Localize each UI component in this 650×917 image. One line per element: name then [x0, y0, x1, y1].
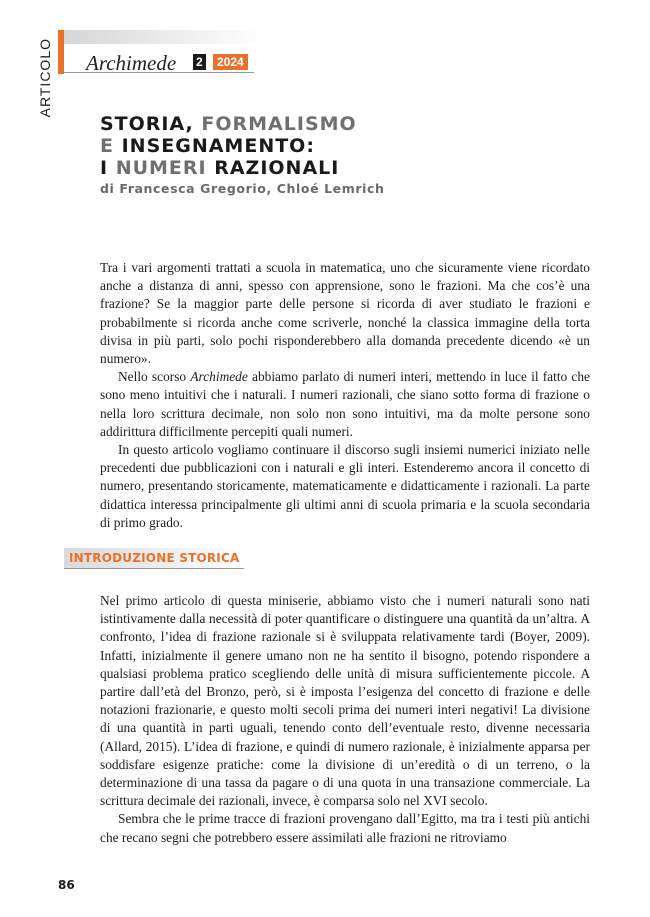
magazine-reference: Archimede [190, 369, 248, 385]
paragraph: In questo articolo vogliamo continuare il discorso sugli insiemi numerici iniziato nelle precedenti due pubblicazioni con i naturali e gli interi. Estenderemo ancora il concetto di numero, presentando storicamente, matematicamente e didatticamente i razionali. La parte didattica interessa principalmente gli ultimi anni di scuola primaria e la scuola secondaria di primo grado. [100, 442, 590, 530]
paragraph-text: abbiamo parlato di numeri interi, mettendo in luce il fatto che sono meno intuitivi che i naturali. I numeri razionali, che siano sotto forma di frazione o nella loro scrittura decimale, non solo non sono intuitivi, ma da molte persone sono addirittura difficilmente percepiti quali numeri. [100, 369, 591, 439]
title-part: INSEGNAMENTO: [121, 135, 315, 157]
title-part: STORIA, [100, 113, 202, 135]
page-number: 86 [58, 878, 75, 892]
section-side-label-text: ARTICOLO [37, 38, 53, 118]
issue-badge: 2 [193, 54, 206, 70]
year-badge: 2024 [213, 54, 248, 70]
paragraph-text: Nello scorso [118, 369, 191, 385]
section-side-label [33, 30, 57, 126]
section-heading: INTRODUZIONE STORICA [69, 551, 240, 565]
article-title [100, 113, 357, 179]
paragraph: Tra i vari argomenti trattati a scuola in matematica, uno che sicuramente viene ricordato anche a distanza di anni, spesso con apprensione, sono le frazioni. Ma che cos’è una frazione? Se la maggior parte delle persone si ricorda di aver studiato le frazioni e probabilmente si ricorda anche come scriverle, nonché la classica immagine della torta divisa in più parti, solo pochi risponderebbero alla domanda precedente dicendo «è un numero». [100, 260, 590, 367]
title-part-light: FORMALISMO [201, 113, 357, 135]
title-part: RAZIONALI [214, 157, 340, 179]
header-gradient-strip [64, 30, 264, 44]
title-part: I [100, 157, 116, 179]
title-part-light: NUMERI [115, 157, 215, 179]
paragraph: Sembra che le prime tracce di frazioni provengano dall’Egitto, ma tra i testi più antichi che recano segni che potrebbero essere assimilati alle frazioni ne ritroviamo [100, 811, 590, 845]
section-text [100, 592, 590, 847]
paragraph: Nel primo articolo di questa miniserie, abbiamo visto che i numeri naturali sono nati istintivamente dalla necessità di poter quantificare o distinguere una quantità da un’altra. A confronto, l’idea di frazione razionale si è sviluppata relativamente tardi (Boyer, 2009). Infatti, inizialmente il genere umano non ne ha sentito il bisogno, potendo rispondere a qualsiasi problema pratico scegliendo delle unità di misura sufficientemente piccole. A partire dall’età del Bronzo, però, si è imposta l’esigenza del concetto di frazione e delle notazioni frazionarie, e questo molti secoli prima dei numeri interi negativi! La divisione di una quantità in parti uguali, tenendo conto dell’eventuale resto, divenne necessaria (Allard, 2015). L’idea di frazione, e quindi di numero razionale, è inizialmente apparsa per soddisfare esigenze pratiche: come la divisione di un’eredità o di un terreno, o la determinazione di una tassa da pagare o di una quota in una transazione commerciale. La scrittura decimale dei razionali, invece, è comparsa solo nel XVI secolo. [100, 593, 590, 809]
title-part-light: E [100, 135, 122, 157]
article-authors: di Francesca Gregorio, Chloé Lemrich [100, 181, 385, 196]
magazine-name: Archimede [86, 51, 177, 75]
section-heading-rule [64, 568, 244, 569]
paragraph [100, 368, 590, 441]
intro-text [100, 259, 590, 532]
